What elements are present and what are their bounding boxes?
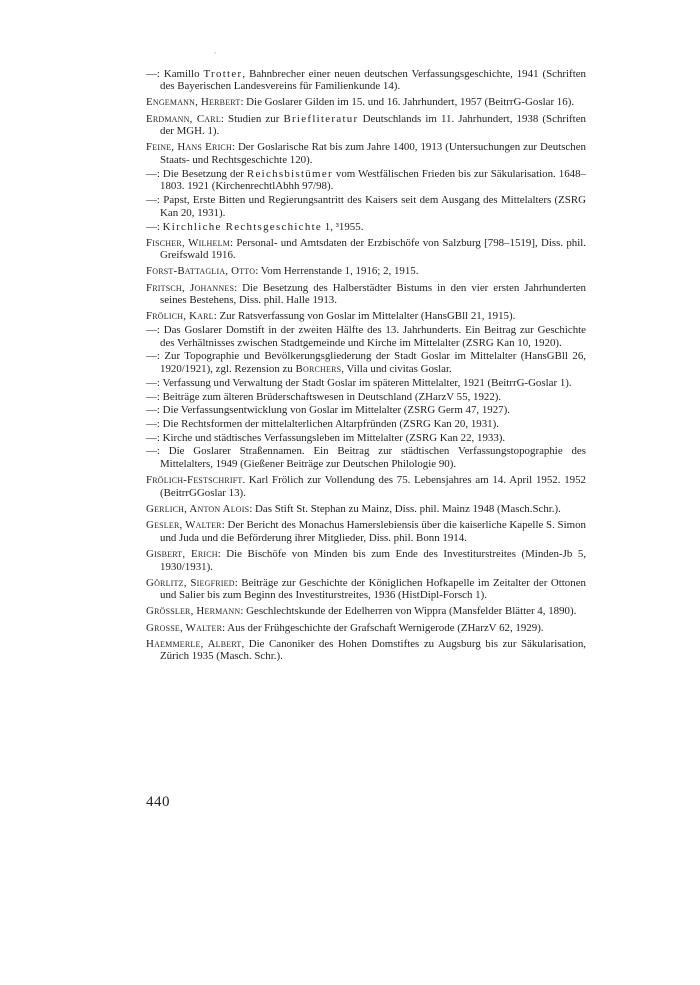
entry-text: —: Beiträge zum älteren Brüderschaftswesen in Deutschland (ZHarzV 55, 1922). xyxy=(146,390,502,403)
bibliography-entry xyxy=(146,445,586,470)
bibliography-entry xyxy=(146,141,586,166)
entry-text: : Studien zur xyxy=(220,112,284,125)
entry-text: —: Die Besetzung der xyxy=(146,167,247,180)
bibliography-entry xyxy=(146,350,586,375)
entry-text: —: Papst, Erste Bitten und Regierungsantritt des Kaisers seit dem Ausgang des Mittelalters (ZSRG Kan 20, 1931). xyxy=(146,194,586,219)
entry-author: Fritsch, Johannes xyxy=(146,281,235,294)
entry-text: —: Zur Topographie und Bevölkerungsgliederung der Stadt Goslar im Mittelalter (HansGBll 26, 1920/1921), zgl. Rezension zu xyxy=(146,350,586,376)
paper-speck xyxy=(214,52,216,54)
entry-emphasis: Kirchliche Rechtsgeschichte xyxy=(162,220,323,233)
bibliography-entry xyxy=(146,432,586,445)
bibliography-entry xyxy=(146,622,586,635)
entry-author: Gesler, Walter xyxy=(146,519,222,532)
entry-text-rest: , Bahnbrecher einer neuen deutschen Verfassungsgeschichte, 1941 (Schriften des Bayerischen Landesvereins für Familienkunde 14). xyxy=(160,67,586,93)
bibliography-entry xyxy=(146,391,586,404)
entry-text-rest: vom Westfälischen Frieden bis zur Säkularisation. 1648–1803. 1921 (KirchenrechtlAbhh 97/98). xyxy=(160,167,586,193)
entry-author: Görlitz, Siegfried xyxy=(146,576,235,589)
bibliography-entry xyxy=(146,168,586,193)
bibliography-entry xyxy=(146,404,586,417)
bibliography-entry xyxy=(146,503,586,516)
bibliography-entry xyxy=(146,265,586,278)
entry-text: : Die Besetzung des Halberstädter Bistums in den vier ersten Jahrhunderten seines Bestehens, Diss. phil. Halle 1913. xyxy=(160,281,586,307)
bibliography-entry xyxy=(146,310,586,323)
bibliography-entry xyxy=(146,324,586,349)
entry-text: . Karl Frölich zur Vollendung des 75. Lebensjahres am 14. April 1952. 1952 (BeitrrGGoslar 13). xyxy=(160,474,586,499)
entry-author: Forst-Battaglia, Otto xyxy=(146,265,256,278)
entry-cited-author: Borchers xyxy=(295,363,342,376)
entry-author: Fischer, Wilhelm xyxy=(146,236,231,249)
entry-author: Haemmerle, Albert xyxy=(146,637,242,650)
entry-text: : Zur Ratsverfassung von Goslar im Mittelalter (HansGBll 21, 1915). xyxy=(213,310,516,323)
entry-author: Frölich, Karl xyxy=(146,310,214,323)
entry-text-rest: 1, ³1955. xyxy=(322,220,364,233)
entry-text: —: Die Rechtsformen der mittelalterlichen Altarpfründen (ZSRG Kan 20, 1931). xyxy=(146,417,499,430)
entry-text: : Beiträge zur Geschichte der Königlichen Hofkapelle im Zeitalter der Ottonen und Salier bis zum Beginn des Investiturstreites, 1936 (HistDipl-Forsch 1). xyxy=(160,576,586,602)
bibliography-entry xyxy=(146,96,586,109)
bibliography-entry xyxy=(146,282,586,307)
entry-author: Gerlich, Anton Alois xyxy=(146,502,250,515)
entry-text: : Vom Herrenstande 1, 1916; 2, 1915. xyxy=(255,265,419,278)
bibliography-entry xyxy=(146,113,586,138)
bibliography-entry xyxy=(146,418,586,431)
entry-text: —: Das Goslarer Domstift in der zweiten Hälfte des 13. Jahrhunderts. Ein Beitrag zur Geschichte des Verhältnisses zwischen Stadtgemeinde und Kirche im Mittelalter (ZSRG Kan 10, 1920). xyxy=(146,324,586,349)
bibliography-entry xyxy=(146,638,586,663)
entry-author: Feine, Hans Erich xyxy=(146,141,232,154)
entry-text: : Aus der Frühgeschichte der Grafschaft Wernigerode (ZHarzV 62, 1929). xyxy=(222,621,544,634)
bibliography-entry xyxy=(146,605,586,618)
entry-text-rest: Deutschlands im 11. Jahrhundert, 1938 (Schriften der MGH. 1). xyxy=(160,112,586,138)
entry-text: : Der Goslarische Rat bis zum Jahre 1400, 1913 (Untersuchungen zur Deutschen Staats- und Rechtsgeschichte 120). xyxy=(160,141,586,166)
entry-text-rest: , Villa und civitas Goslar. xyxy=(341,363,452,376)
entry-author: Gisbert, Erich xyxy=(146,547,218,560)
entry-text: : Personal- und Amtsdaten der Erzbischöfe von Salzburg [798–1519], Diss. phil. Greifswald 1916. xyxy=(160,236,586,262)
entry-text: : Geschlechtskunde der Edelherren von Wippra (Mansfelder Blätter 4, 1890). xyxy=(240,605,577,618)
entry-author: Engemann, Herbert xyxy=(146,96,241,109)
bibliography-entry xyxy=(146,377,586,390)
entry-emphasis: Briefliteratur xyxy=(283,112,359,125)
bibliography-list xyxy=(146,67,586,666)
entry-text: —: xyxy=(146,220,163,233)
entry-text: —: Die Goslarer Straßennamen. Ein Beitrag zur städtischen Verfassungstopographie des Mittelalters, 1949 (Gießener Beiträge zur Deutschen Philologie 90). xyxy=(146,445,586,471)
bibliography-entry xyxy=(146,194,586,219)
bibliography-entry xyxy=(146,221,586,234)
bibliography-entry xyxy=(146,577,586,602)
entry-text: : Der Bericht des Monachus Hamerslebiensis über die kaiserliche Kapelle S. Simon und Juda und die Beförderung ihrer Mitglieder, Diss. phil. Bonn 1914. xyxy=(160,519,586,544)
entry-text: : Das Stift St. Stephan zu Mainz, Diss. phil. Mainz 1948 (Masch.Schr.). xyxy=(249,502,561,515)
entry-author: Frölich-Festschrift xyxy=(146,474,243,487)
bibliography-entry xyxy=(146,68,586,93)
entry-author: Grössler, Hermann xyxy=(146,605,241,618)
entry-text: —: Kamillo xyxy=(146,67,204,80)
entry-text: —: Verfassung und Verwaltung der Stadt Goslar im späteren Mittelalter, 1921 (BeitrrG-Goslar 1). xyxy=(146,376,572,389)
entry-text: —: Die Verfassungsentwicklung von Goslar im Mittelalter (ZSRG Germ 47, 1927). xyxy=(146,404,510,417)
bibliography-entry xyxy=(146,474,586,499)
entry-text: : Die Bischöfe von Minden bis zum Ende des Investiturstreites (Minden-Jb 5, 1930/1931). xyxy=(160,547,586,573)
entry-text: : Die Goslarer Gilden im 15. und 16. Jahrhundert, 1957 (BeitrrG-Goslar 16). xyxy=(240,96,575,109)
entry-text: —: Kirche und städtisches Verfassungsleben im Mittelalter (ZSRG Kan 22, 1933). xyxy=(146,431,506,444)
entry-author: Erdmann, Carl xyxy=(146,112,221,125)
bibliography-entry xyxy=(146,548,586,573)
bibliography-entry xyxy=(146,237,586,262)
entry-emphasis: Trotter xyxy=(203,67,243,80)
entry-emphasis: Reichsbistümer xyxy=(246,167,333,180)
entry-text: , Die Canoniker des Hohen Domstiftes zu Augsburg bis zur Säkularisation, Zürich 1935 (Masch. Schr.). xyxy=(160,637,586,663)
entry-author: Grosse, Walter xyxy=(146,621,223,634)
bibliography-entry xyxy=(146,519,586,544)
page-number: 440 xyxy=(146,794,170,810)
